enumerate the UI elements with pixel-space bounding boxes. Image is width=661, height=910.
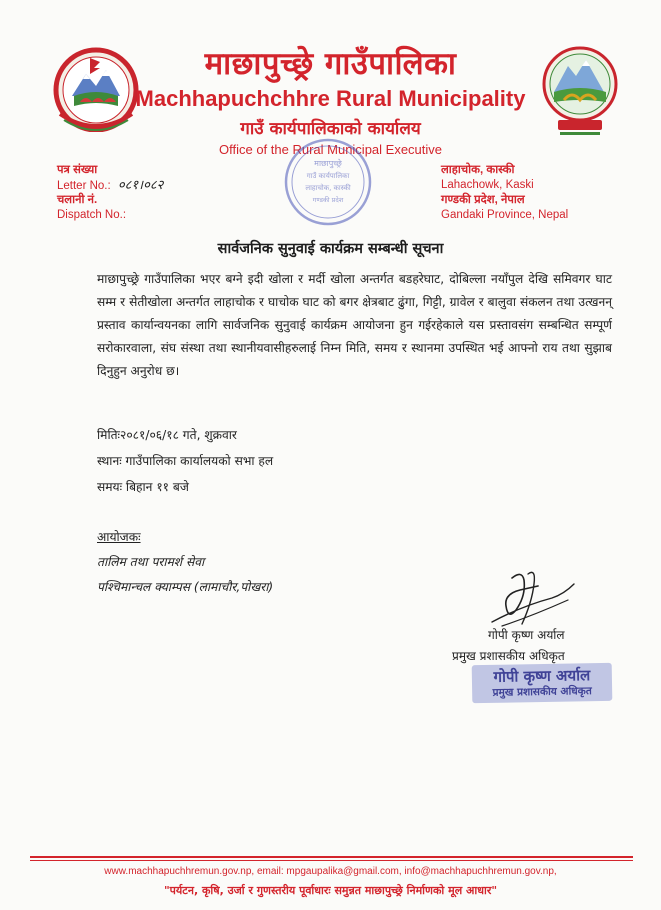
dispatch-label-english: Dispatch No.: xyxy=(57,209,127,221)
letter-number-row xyxy=(57,178,257,193)
signatory-title: प्रमुख प्रशासकीय अधिकृत xyxy=(452,649,565,663)
office-title-nepali: गाउँ कार्यपालिकाको कार्यालय xyxy=(240,119,421,139)
letter-number-value: ०८१।०८२ xyxy=(117,178,164,193)
municipality-title-nepali: माछापुच्छ्रे गाउँपालिका xyxy=(204,46,457,82)
official-round-stamp xyxy=(282,136,374,228)
footer-contact: www.machhapuchhremun.gov.np, email: mpgaupalika@gmail.com, info@machhapuchhremun.gov.np, xyxy=(104,866,557,877)
notice-date: मितिः२०८१/०६/१८ गते, शुक्रवार xyxy=(97,428,237,442)
address-english: Lahachowk, Kaski xyxy=(441,179,534,191)
svg-text:लाहाचोक, कास्की: लाहाचोक, कास्की xyxy=(305,184,351,192)
notice-heading: सार्वजनिक सुनुवाई कार्यक्रम सम्बन्धी सूचना xyxy=(217,241,444,257)
footer-slogan: "पर्यटन, कृषि, उर्जा र गुणस्तरीय पूर्वाधारः समुन्नत माछापुच्छ्रे निर्माणको मूल आधार" xyxy=(163,884,498,897)
stamp-name: गोपी कृष्ण अर्याल xyxy=(493,666,591,686)
svg-text:गण्डकी प्रदेश: गण्डकी प्रदेश xyxy=(312,196,344,204)
organizer-label: आयोजकः xyxy=(97,530,141,544)
notice-body: माछापुच्छ्रे गाउँपालिका भएर बग्ने इदी खोला र मर्दी खोला अन्तर्गत बडहरेघाट, दोबिल्ला नयाँपुल देखि समिवगर घाट सम्म र सेतीखोला अन्तर्गत लाहाचोक र घाचोक घाट को बगर क्षेत्रबाट ढुंगा, गिट्टी, ग्रावेल र बालुवा संकलन तथा उत्खनन् प्रस्ताव कार्यान्वयनका लागि सार्वजनिक सुनुवाई कार्यक्रम आयोजना हुन गईरहेकाले यस प्रस्तावसंग सम्बन्धित सम्पूर्ण सरोकारवाला, संघ संस्था तथा स्थानीयवासीहरुलाई निम्न मिति, समय र स्थानमा उपस्थित भई आफ्नो राय तथा सुझाब दिनुहुन अनुरोध छ। xyxy=(97,272,612,378)
svg-text:गाउँ कार्यपालिका: गाउँ कार्यपालिका xyxy=(306,172,350,180)
footer-divider xyxy=(30,856,633,858)
letter-meta xyxy=(57,163,257,223)
organizer-line-2: पश्चिमान्चल क्याम्पस (लामाचौर,पोखरा) xyxy=(97,580,274,594)
organizer-line-1: तालिम तथा परामर्श सेवा xyxy=(97,555,205,569)
letter-label-nepali: पत्र संख्या xyxy=(57,164,98,176)
address-nepali: लाहाचोक, कास्की xyxy=(441,164,515,176)
stamp-title: प्रमुख प्रशासकीय अधिकृत xyxy=(492,685,592,699)
letter-label-english: Letter No.: xyxy=(57,180,111,192)
signatory-name: गोपी कृष्ण अर्याल xyxy=(488,628,565,642)
dispatch-label-nepali: चलानी नं. xyxy=(57,194,98,206)
handwritten-signature xyxy=(482,566,582,634)
notice-time: समयः बिहान ११ बजे xyxy=(97,480,189,494)
address-meta xyxy=(411,163,611,223)
province-nepali: गण्डकी प्रदेश, नेपाल xyxy=(441,194,525,206)
office-title-english: Office of the Rural Municipal Executive xyxy=(218,142,443,157)
province-english: Gandaki Province, Nepal xyxy=(441,209,569,221)
footer-divider-thin xyxy=(30,860,633,861)
svg-text:माछापुच्छ्रे: माछापुच्छ्रे xyxy=(314,159,342,168)
municipality-title-english: Machhapuchchhre Rural Municipality xyxy=(135,86,526,111)
signatory-name-stamp xyxy=(472,663,613,703)
notice-venue: स्थानः गाउँपालिका कार्यालयको सभा हल xyxy=(97,454,274,468)
